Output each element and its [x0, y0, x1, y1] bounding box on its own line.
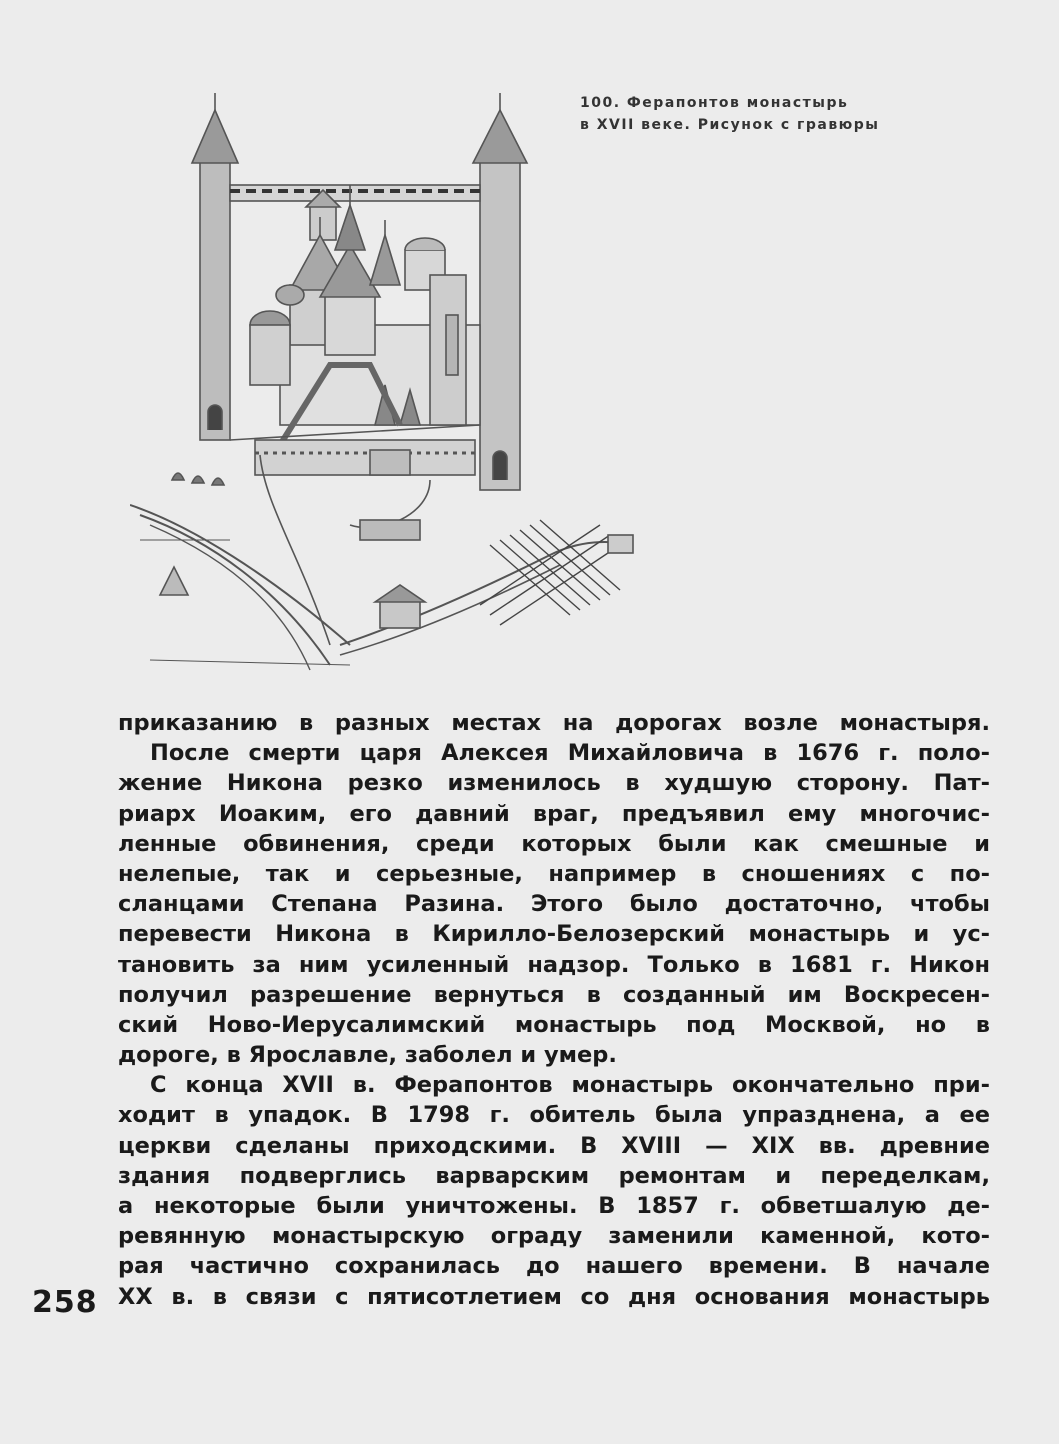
caption-line-2: в XVII веке. Рисунок с гравюры: [580, 117, 880, 133]
text-line: С конца XVII в. Ферапонтов монастырь окончательно при-: [150, 1072, 990, 1099]
text-line: жение Никона резко изменилось в худшую сторону. Пат-: [118, 770, 990, 797]
figure-caption: [580, 92, 1000, 136]
text-line: XX в. в связи с пятисотлетием со дня основания монастырь: [118, 1283, 990, 1310]
text-line: ревянную монастырскую ограду заменили каменной, кото-: [118, 1223, 990, 1250]
text-line: После смерти царя Алексея Михайловича в 1676 г. поло-: [150, 740, 990, 767]
text-line: ский Ново-Иерусалимский монастырь под Москвой, но в: [118, 1011, 990, 1038]
text-line: церкви сделаны приходскими. В XVIII — XIX вв. древние: [118, 1132, 990, 1159]
text-line: риарх Иоаким, его давний враг, предъявил ему многочис-: [118, 800, 990, 827]
text-line: тановить за ним усиленный надзор. Только в 1681 г. Никон: [118, 951, 990, 978]
text-line: дороге, в Ярославле, заболел и умер.: [118, 1042, 617, 1069]
page-number: 258: [32, 1285, 98, 1320]
text-line: сланцами Степана Разина. Этого было достаточно, чтобы: [118, 891, 990, 918]
text-line: рая частично сохранилась до нашего времени. В начале: [118, 1253, 990, 1280]
text-line: нелепые, так и серьезные, например в сношениях с по-: [118, 860, 990, 887]
text-line: получил разрешение вернуться в созданный им Воскресен-: [118, 981, 990, 1008]
text-line: здания подверглись варварским ремонтам и переделкам,: [118, 1162, 990, 1189]
text-line: приказанию в разных местах на дорогах возле монастыря.: [118, 710, 990, 736]
caption-line-1: 100. Ферапонтов монастырь: [580, 95, 849, 111]
body-text: [118, 708, 990, 1312]
text-line: ленные обвинения, среди которых были как смешные и: [118, 830, 990, 857]
text-line: а некоторые были уничтожены. В 1857 г. обветшалую де-: [118, 1193, 990, 1219]
text-line: перевести Никона в Кирилло-Белозерский монастырь и ус-: [118, 921, 990, 948]
monastery-engraving-illustration: [130, 85, 660, 675]
text-line: ходит в упадок. В 1798 г. обитель была упразднена, а ее: [118, 1102, 990, 1129]
